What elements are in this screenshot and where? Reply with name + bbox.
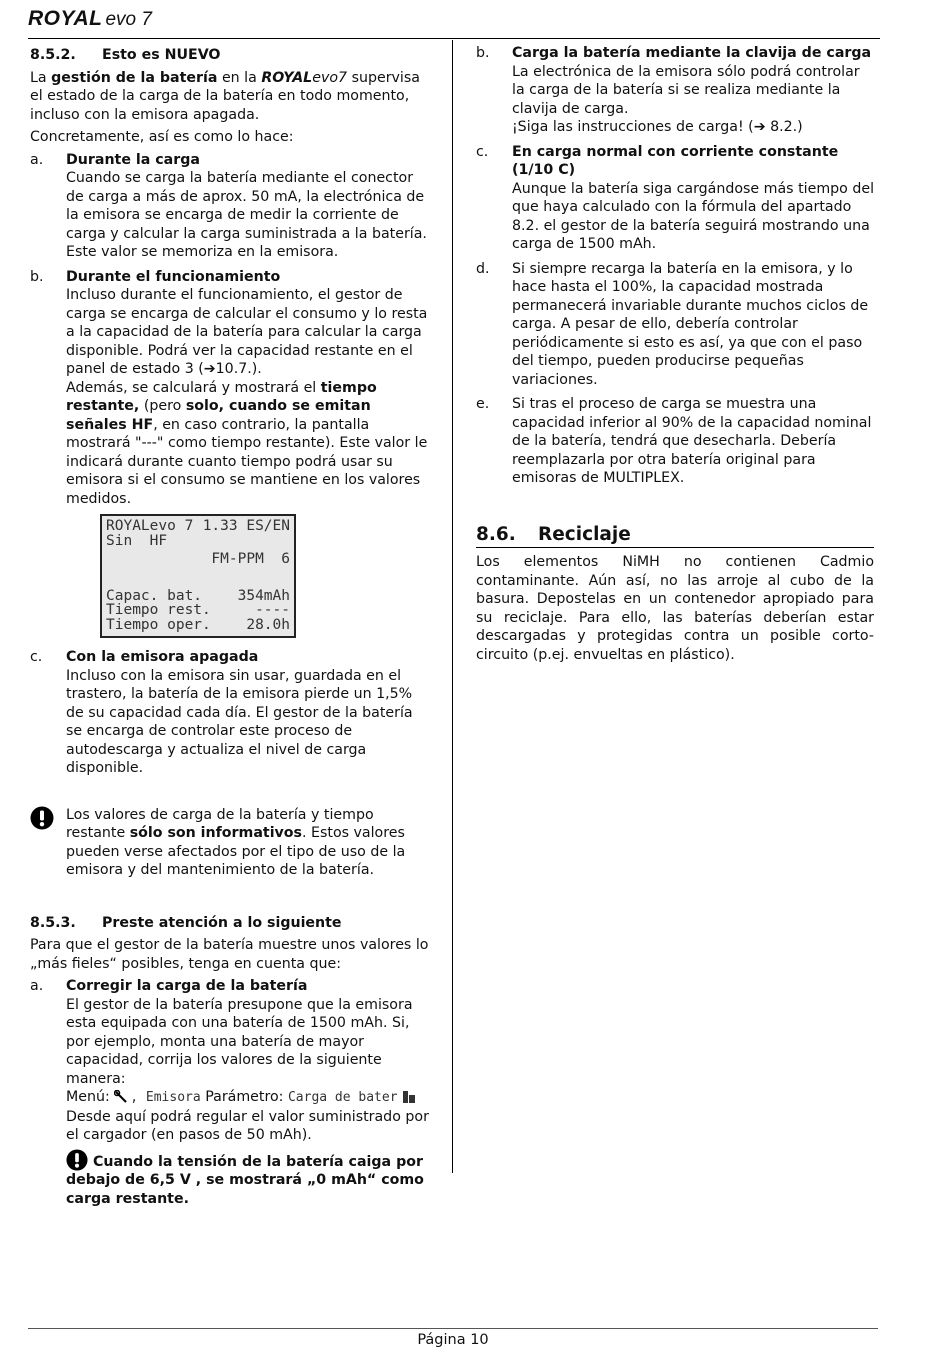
- wrench-icon: [114, 1089, 130, 1105]
- settings-icon: [402, 1089, 416, 1105]
- recycling-paragraph: Los elementos NiMH no contienen Cadmio contaminante. Aún así, no las arroje al cubo de la basura. Depostelas en un contenedor apropiado para su reciclaje. Para ello, las baterías deberían estar descargadas y protegidas contra un posible corto-circuito (p.ej. envueltas en plástico).: [476, 554, 874, 663]
- info-note: Los valores de carga de la batería y tiempo restante sólo son informativos. Estos valores pueden verse afectados por el tipo de uso de la emisora y del mantenimiento de la batería.: [30, 806, 430, 880]
- list-item-b-right: b. Carga la batería mediante la clavija de carga La electrónica de la emisora sólo podrá controlar la carga de la batería si se realiza mediante la clavija de carga. ¡Siga las instrucciones de carga! (➔ 8.2.): [476, 45, 872, 135]
- list-item-d-right: d. Si siempre recarga la batería en la emisora, y lo hace hasta el 100%, la capacidad mostrada permanecerá invariable durante muchos ciclos de carga. A pesar de ello, debería controlar periódicamente si esto es así, ya que con el paso del tiempo, pueden producirse pequeñas variaciones.: [476, 260, 869, 388]
- left-column: [30, 44, 430, 1214]
- list-item-c: c. Con la emisora apagada Incluso con la emisora sin usar, guardada en el trastero, la batería de la emisora pierde un 1,5% de su capacidad cada día. El gestor de la batería se encarga de controlar este proceso de autodescarga y actualiza el nivel de carga disponible.: [30, 649, 413, 776]
- how-paragraph: Concretamente, así es como lo hace:: [30, 129, 294, 145]
- column-divider: [452, 40, 453, 1173]
- list-item-c-right: c. En carga normal con corriente constante (1/10 C) Aunque la batería siga cargándose más tiempo del que haya calculado con la fórmula del apartado 8.2. el gestor de la batería seguirá mostrando una carga de 1500 mAh.: [476, 143, 875, 252]
- section-8-5-3-heading: 8.5.3. Preste atención a lo siguiente: [30, 914, 342, 931]
- battery-warning: Cuando la tensión de la batería caiga por debajo de 6,5 V , se mostrará „0 mAh“ como carga restante.: [66, 1149, 430, 1209]
- model-name: evo 7: [105, 9, 152, 30]
- s853-intro: Para que el gestor de la batería muestre unos valores lo „más fieles“ posibles, tenga en cuenta que:: [30, 937, 429, 972]
- lcd-status-screen: ROYALevo 7 1.33 ES/EN Sin HF FM-PPM 6 Capac. bat. 354mAh Tiempo rest. ---- Tiempo oper. 28.0h: [100, 514, 296, 638]
- exclamation-icon: [30, 806, 54, 830]
- list-item-a: a. Durante la carga Cuando se carga la batería mediante el conector de carga a más de aprox. 50 mA, la electrónica de la emisora se encarga de medir la corriente de carga y calcular la carga suministrada a la batería. Este valor se memoriza en la emisora.: [30, 151, 427, 260]
- page-header: [28, 7, 880, 39]
- section-8-5-2-heading: 8.5.2. Esto es NUEVO: [30, 47, 221, 63]
- arrow-right-icon: ➔: [203, 361, 216, 377]
- arrow-right-icon: ➔: [753, 119, 766, 135]
- list-item-b: b. Durante el funcionamiento Incluso durante el funcionamiento, el gestor de carga se encarga de calcular el consumo y lo resta a la capacidad de la batería para calcular la carga disponible. Podrá ver la capacidad restante en el panel de estado 3 (➔10.7.). Además, se calculará y mostrará el tiempo restante, (pero solo, cuando se emitan señales HF, en caso contrario, la pantalla mostrará "---" como tiempo restante). Este valor le indicará durante cuanto tiempo podrá usar su emisora si el consumo se mantiene en los valores medidos.: [30, 268, 428, 507]
- section-8-6-heading: 8.6. Reciclaje: [476, 526, 874, 549]
- list-item-e-right: e. Si tras el proceso de carga se muestra una capacidad inferior al 90% de la capacidad nominal de la batería, tendrá que desecharla. Debería reemplazarla por otra batería original para emisoras de MULTIPLEX.: [476, 396, 872, 486]
- list-item-a2: a. Corregir la carga de la batería El gestor de la batería presupone que la emisora esta equipada con una batería de 1500 mAh. Si, por ejemplo, monta una batería de mayor capacidad, corrija los valores de la siguiente manera: Menú: , Emisora Parámetro: Carga de bater Desde aquí podrá regular el valor suministrado por el cargador (en pasos de 50 mAh). Cuando la tensión de la batería caiga por debajo de 6,5 V , se mostrará „0 mAh“ como carga restante.: [30, 978, 429, 1207]
- brand-logo: ROYAL: [28, 7, 103, 30]
- page-number: Página 10: [28, 1328, 878, 1350]
- exclamation-icon: [66, 1154, 88, 1170]
- intro-paragraph: La gestión de la batería en la ROYALevo7 supervisa el estado de la carga de la batería en todo momento, incluso con la emisora apagada.: [30, 69, 420, 123]
- right-column: [476, 44, 874, 668]
